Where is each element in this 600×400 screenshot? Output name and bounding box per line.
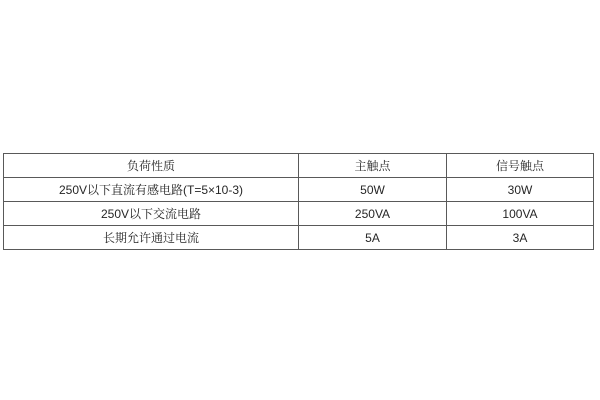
header-cell-main-contact: 主触点 xyxy=(299,154,447,178)
table-header-row xyxy=(4,154,594,178)
table-row xyxy=(4,202,594,226)
table-row xyxy=(4,226,594,250)
table-row xyxy=(4,178,594,202)
cell-signal-contact: 30W xyxy=(447,178,594,202)
header-cell-signal-contact: 信号触点 xyxy=(447,154,594,178)
cell-main-contact: 5A xyxy=(299,226,447,250)
cell-main-contact: 50W xyxy=(299,178,447,202)
header-cell-load-type: 负荷性质 xyxy=(4,154,299,178)
contact-load-spec-table xyxy=(3,153,594,250)
cell-load-type: 250V以下直流有感电路(T=5×10-3) xyxy=(4,178,299,202)
cell-load-type: 250V以下交流电路 xyxy=(4,202,299,226)
cell-main-contact: 250VA xyxy=(299,202,447,226)
cell-signal-contact: 3A xyxy=(447,226,594,250)
cell-load-type: 长期允许通过电流 xyxy=(4,226,299,250)
cell-signal-contact: 100VA xyxy=(447,202,594,226)
